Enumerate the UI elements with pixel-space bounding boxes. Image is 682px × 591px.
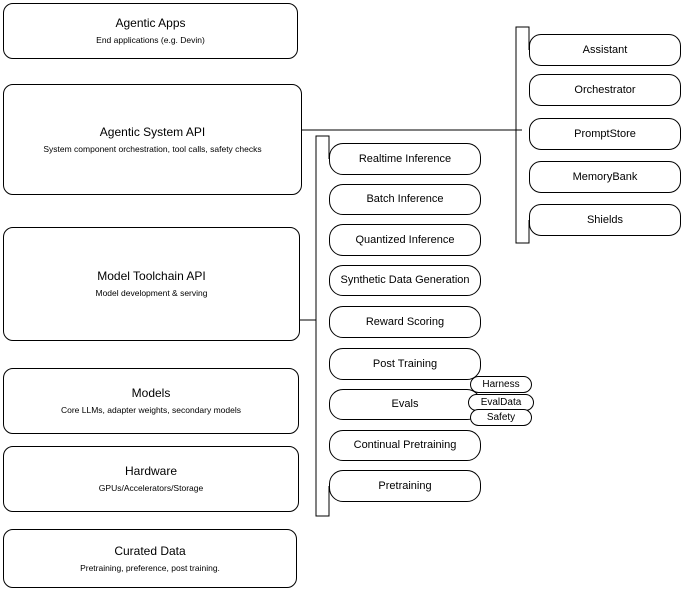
stack-layer-subtitle: End applications (e.g. Devin) — [96, 35, 205, 45]
stack-layer-curated-data[interactable] — [3, 529, 297, 588]
stack-layer-subtitle: Core LLMs, adapter weights, secondary models — [60, 405, 241, 415]
stack-layer-agentic-system-api[interactable] — [3, 84, 302, 195]
capability-synthetic-data-generation[interactable] — [329, 265, 481, 296]
capability-reward-scoring[interactable] — [329, 306, 481, 338]
stack-layer-models[interactable] — [3, 368, 299, 434]
stack-layer-subtitle: GPUs/Accelerators/Storage — [98, 483, 204, 493]
capability-continual-pretraining[interactable] — [329, 430, 481, 461]
stack-layer-subtitle: Pretraining, preference, post training. — [80, 562, 220, 573]
eval-pill-label: Harness — [482, 379, 520, 390]
agentic-component-label: MemoryBank — [572, 170, 638, 183]
stack-layer-title: Curated Data — [114, 543, 186, 558]
capability-label: Post Training — [372, 357, 438, 370]
capability-label: Evals — [391, 398, 419, 410]
capability-label: Reward Scoring — [365, 315, 445, 328]
capability-batch-inference[interactable] — [329, 184, 481, 215]
stack-layer-title: Models — [131, 386, 171, 400]
agentic-component-label: Shields — [586, 213, 624, 226]
capability-post-training[interactable] — [329, 348, 481, 380]
stack-layer-title: Agentic Apps — [115, 16, 186, 30]
capability-label: Pretraining — [378, 479, 432, 492]
stack-layer-subtitle: System component orchestration, tool calls, safety checks — [43, 143, 262, 154]
capability-evals[interactable] — [329, 389, 481, 420]
capability-label: Continual Pretraining — [353, 439, 457, 451]
capability-pretraining[interactable] — [329, 470, 481, 502]
eval-pill-safety[interactable] — [470, 409, 532, 426]
stack-layer-title: Model Toolchain API — [97, 269, 206, 283]
eval-pill-label: Safety — [486, 412, 516, 423]
stack-layer-agentic-apps[interactable] — [3, 3, 298, 59]
stack-layer-hardware[interactable] — [3, 446, 299, 512]
agentic-component-label: Assistant — [582, 43, 628, 56]
agentic-component-assistant[interactable] — [529, 34, 681, 66]
agentic-component-shields[interactable] — [529, 204, 681, 236]
stack-layer-title: Agentic System API — [99, 124, 206, 139]
eval-pill-harness[interactable] — [470, 376, 532, 393]
capability-realtime-inference[interactable] — [329, 143, 481, 175]
capability-quantized-inference[interactable] — [329, 224, 481, 256]
agentic-component-label: Orchestrator — [574, 83, 636, 96]
agentic-component-orchestrator[interactable] — [529, 74, 681, 106]
agentic-component-memorybank[interactable] — [529, 161, 681, 193]
stack-layer-model-toolchain-api[interactable] — [3, 227, 300, 341]
agentic-component-promptstore[interactable] — [529, 118, 681, 150]
capability-label: Realtime Inference — [358, 152, 452, 165]
capability-label: Synthetic Data Generation — [340, 274, 470, 286]
stack-layer-subtitle: Model development & serving — [95, 288, 208, 298]
capability-label: Batch Inference — [366, 193, 444, 205]
capability-label: Quantized Inference — [355, 233, 455, 246]
agentic-component-label: PromptStore — [574, 127, 636, 140]
eval-pill-label: EvalData — [480, 397, 522, 408]
stack-layer-title: Hardware — [124, 464, 178, 478]
